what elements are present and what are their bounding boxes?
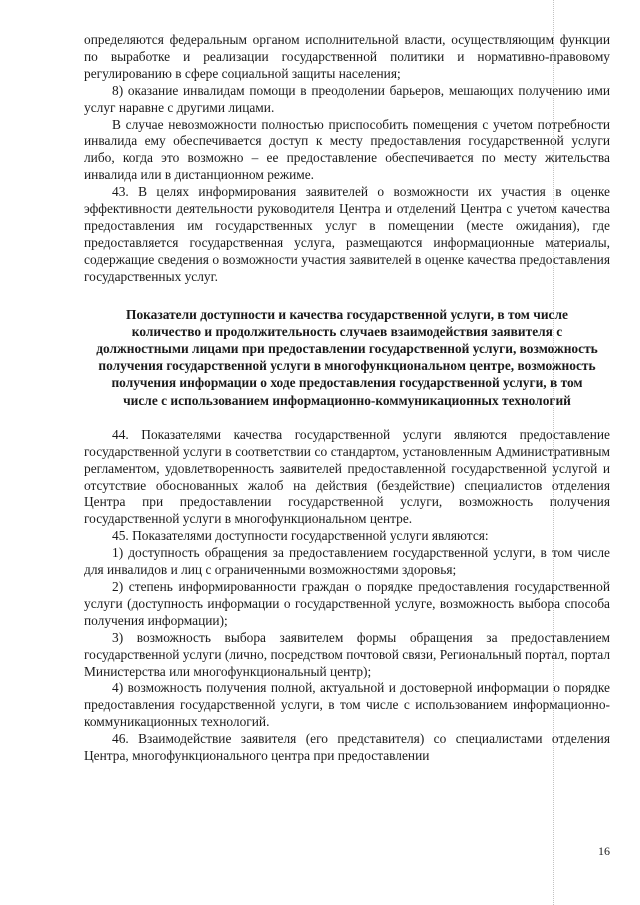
paragraph-42-impossibility: В случае невозможности полностью приспособить помещения с учетом потребности инвалида ему обеспечивается доступ к месту предоставления государственной услуги либо, когда это возможно – ее предоставление обеспечивается по месту жительства инвалида или в дистанционном режиме. — [84, 116, 610, 183]
paragraph-42-7-continuation: определяются федеральным органом исполнительной власти, осуществляющим функции по выработке и реализации государственной политики и нормативно-правовому регулированию в сфере социальной защиты населения; — [84, 32, 610, 81]
paragraph-42-8: 8) оказание инвалидам помощи в преодолении барьеров, мешающих получению ими услуг наравне с другими лицами. — [84, 82, 610, 115]
paragraph-44: 44. Показателями качества государственной услуги являются предоставление государственной услуги в соответствии со стандартом, установленным Административным регламентом, удовлетворенность заявителей предоставленной государственной услугой и отсутствие обоснованных жалоб на действия (бездействие) специалистов отделения Центра при предоставлении государственной услуги, возможность получения государственной услуги в многофункциональном центре. — [84, 426, 610, 527]
paragraph-45-4: 4) возможность получения полной, актуальной и достоверной информации о порядке предоставления государственной услуги, в том числе с использованием информационно-коммуникационных технологий. — [84, 680, 610, 730]
paragraph-45-2: 2) степень информированности граждан о порядке предоставления государственной услуги (доступность информации о государственной услуге, возможность выбора способа получения информации); — [84, 578, 610, 628]
page-number: 16 — [598, 844, 610, 858]
paragraph-46: 46. Взаимодействие заявителя (его представителя) со специалистами отделения Центра, многофункционального центра при предоставлении — [84, 731, 610, 764]
paragraph-45: 45. Показателями доступности государственной услуги являются: — [112, 528, 489, 544]
section-heading: Показатели доступности и качества государственной услуги, в том числе количество и продолжительность случаев взаимодействия заявителя с должностными лицами при предоставлении государственной услуги, возможность получения государственной услуги в многофункциональном центре, возможность получения информации о ходе предоставления государственной услуги, в том числе с использованием информационно-коммуникационных технологий — [96, 306, 598, 408]
document-page — [84, 32, 610, 765]
paragraph-45-1: 1) доступность обращения за предоставлением государственной услуги, в том числе для инвалидов и лиц с ограниченными возможностями здоровья; — [84, 545, 610, 578]
paragraph-45-3: 3) возможность выбора заявителем формы обращения за предоставлением государственной услуги (лично, посредством почтовой связи, Региональный портал, портал Министерства или многофункциональный центр); — [84, 629, 610, 679]
paragraph-43: 43. В целях информирования заявителей о возможности их участия в оценке эффективности деятельности руководителя Центра и отделений Центра с учетом качества предоставления им государственных услуг в помещении (месте ожидания), где предоставляется государственная услуга, размещаются информационные материалы, содержащие сведения о возможности участия заявителей в оценке качества предоставления государственных услуг. — [84, 184, 610, 284]
